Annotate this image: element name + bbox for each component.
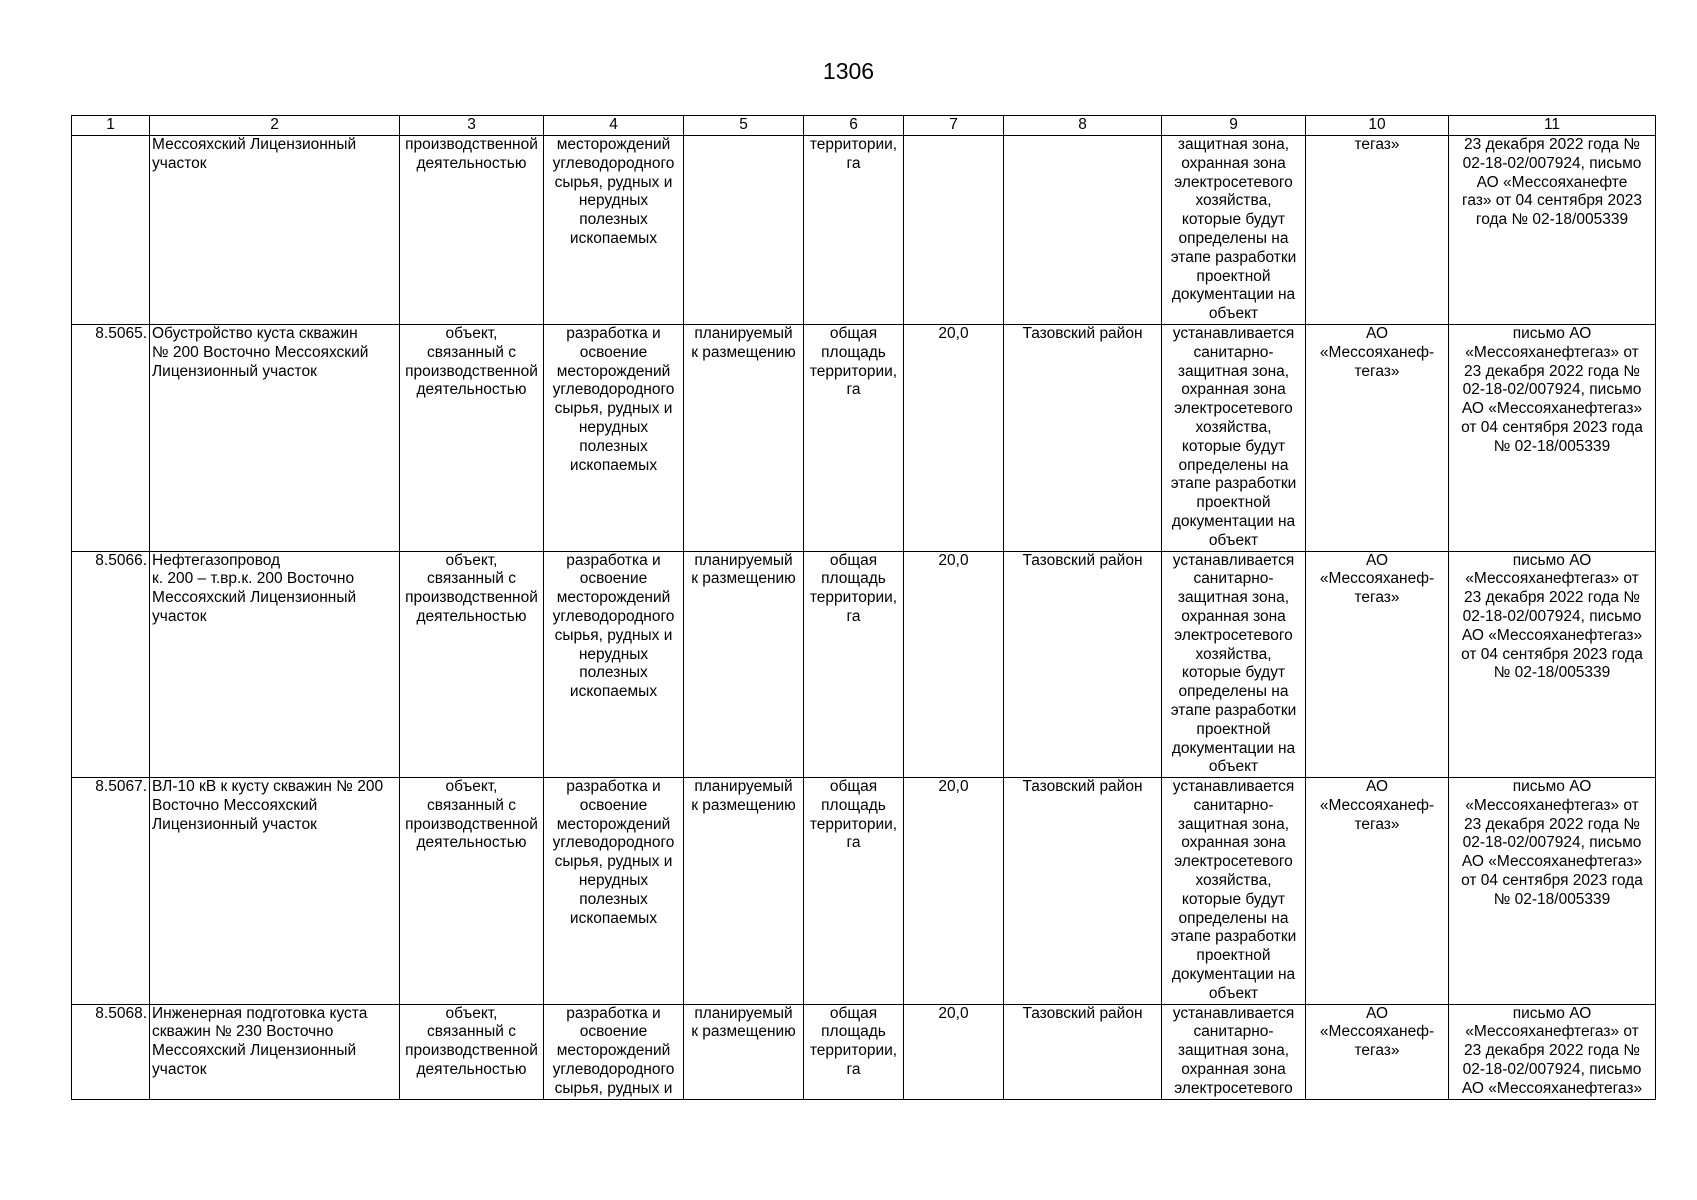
object-location: Тазовский район <box>1004 551 1162 778</box>
object-name: ВЛ-10 кВ к кусту скважин № 200 Восточно Мессояхский Лицензионный участок <box>150 778 400 1005</box>
row-number: 8.5065. <box>72 324 150 551</box>
object-type: объект, связанный с производственной деятельностью <box>400 1004 544 1099</box>
object-owner: АО «Мессояханеф- тегаз» <box>1306 551 1449 778</box>
column-header: 1 <box>72 116 150 136</box>
object-name: Мессояхский Лицензионный участок <box>150 136 400 325</box>
table-header-row <box>72 116 1656 136</box>
object-owner: АО «Мессояханеф- тегаз» <box>1306 1004 1449 1099</box>
object-purpose: разработка и освоение месторождений углеводородного сырья, рудных и нерудных полезных ископаемых <box>544 778 684 1005</box>
object-characteristic: общая площадь территории, га <box>804 1004 904 1099</box>
row-number: 8.5067. <box>72 778 150 1005</box>
table-row <box>72 778 1656 1005</box>
object-owner: АО «Мессояханеф- тегаз» <box>1306 324 1449 551</box>
object-characteristic: общая площадь территории, га <box>804 778 904 1005</box>
object-characteristic: общая площадь территории, га <box>804 324 904 551</box>
column-header: 2 <box>150 116 400 136</box>
column-header: 9 <box>1162 116 1306 136</box>
column-header: 4 <box>544 116 684 136</box>
object-location: Тазовский район <box>1004 778 1162 1005</box>
object-location: Тазовский район <box>1004 1004 1162 1099</box>
object-purpose: разработка и освоение месторождений углеводородного сырья, рудных и нерудных полезных ископаемых <box>544 551 684 778</box>
object-value: 20,0 <box>904 324 1004 551</box>
object-basis: письмо АО «Мессояханефтегаз» от 23 декабря 2022 года № 02-18-02/007924, письмо АО «Мессояханефтегаз» от 04 сентября 2023 года № 02-18/005339 <box>1449 324 1656 551</box>
column-header: 10 <box>1306 116 1449 136</box>
object-status: планируемый к размещению <box>684 551 804 778</box>
column-header: 7 <box>904 116 1004 136</box>
row-number <box>72 136 150 325</box>
object-type: производственной деятельностью <box>400 136 544 325</box>
row-number: 8.5066. <box>72 551 150 778</box>
table-row <box>72 324 1656 551</box>
object-name: Инженерная подготовка куста скважин № 230 Восточно Мессояхский Лицензионный участок <box>150 1004 400 1099</box>
column-header: 11 <box>1449 116 1656 136</box>
object-purpose: месторождений углеводородного сырья, рудных и нерудных полезных ископаемых <box>544 136 684 325</box>
column-header: 8 <box>1004 116 1162 136</box>
column-header: 3 <box>400 116 544 136</box>
object-value: 20,0 <box>904 1004 1004 1099</box>
object-zone: защитная зона, охранная зона электросетевого хозяйства, которые будут определены на этапе разработки проектной документации на объект <box>1162 136 1306 325</box>
object-status: планируемый к размещению <box>684 1004 804 1099</box>
object-basis: письмо АО «Мессояханефтегаз» от 23 декабря 2022 года № 02-18-02/007924, письмо АО «Мессояханефтегаз» от 04 сентября 2023 года № 02-18/005339 <box>1449 778 1656 1005</box>
table-row <box>72 551 1656 778</box>
object-basis: 23 декабря 2022 года № 02-18-02/007924, письмо АО «Мессояханефте газ» от 04 сентября 2023 года № 02-18/005339 <box>1449 136 1656 325</box>
object-purpose: разработка и освоение месторождений углеводородного сырья, рудных и нерудных полезных ископаемых <box>544 324 684 551</box>
column-header: 6 <box>804 116 904 136</box>
object-characteristic: общая площадь территории, га <box>804 551 904 778</box>
object-type: объект, связанный с производственной деятельностью <box>400 778 544 1005</box>
object-zone: устанавливается санитарно- защитная зона, охранная зона электросетевого <box>1162 1004 1306 1099</box>
object-basis: письмо АО «Мессояханефтегаз» от 23 декабря 2022 года № 02-18-02/007924, письмо АО «Мессояханефтегаз» от 04 сентября 2023 года № 02-18/005339 <box>1449 551 1656 778</box>
object-zone: устанавливается санитарно- защитная зона, охранная зона электросетевого хозяйства, которые будут определены на этапе разработки проектной документации на объект <box>1162 778 1306 1005</box>
object-status <box>684 136 804 325</box>
table-row <box>72 1004 1656 1099</box>
object-location <box>1004 136 1162 325</box>
object-name: Нефтегазопровод к. 200 – т.вр.к. 200 Восточно Мессояхский Лицензионный участок <box>150 551 400 778</box>
page-number: 1306 <box>822 58 875 84</box>
object-owner: тегаз» <box>1306 136 1449 325</box>
object-owner: АО «Мессояханеф- тегаз» <box>1306 778 1449 1005</box>
object-zone: устанавливается санитарно- защитная зона, охранная зона электросетевого хозяйства, которые будут определены на этапе разработки проектной документации на объект <box>1162 551 1306 778</box>
object-name: Обустройство куста скважин № 200 Восточно Мессояхский Лицензионный участок <box>150 324 400 551</box>
object-value: 20,0 <box>904 551 1004 778</box>
column-header: 5 <box>684 116 804 136</box>
object-value <box>904 136 1004 325</box>
object-status: планируемый к размещению <box>684 324 804 551</box>
objects-table <box>71 115 1656 1100</box>
object-status: планируемый к размещению <box>684 778 804 1005</box>
object-value: 20,0 <box>904 778 1004 1005</box>
row-number: 8.5068. <box>72 1004 150 1099</box>
object-purpose: разработка и освоение месторождений углеводородного сырья, рудных и <box>544 1004 684 1099</box>
object-characteristic: территории, га <box>804 136 904 325</box>
object-location: Тазовский район <box>1004 324 1162 551</box>
object-type: объект, связанный с производственной деятельностью <box>400 324 544 551</box>
table-row <box>72 136 1656 325</box>
object-basis: письмо АО «Мессояханефтегаз» от 23 декабря 2022 года № 02-18-02/007924, письмо АО «Мессояханефтегаз» <box>1449 1004 1656 1099</box>
object-type: объект, связанный с производственной деятельностью <box>400 551 544 778</box>
object-zone: устанавливается санитарно- защитная зона, охранная зона электросетевого хозяйства, которые будут определены на этапе разработки проектной документации на объект <box>1162 324 1306 551</box>
